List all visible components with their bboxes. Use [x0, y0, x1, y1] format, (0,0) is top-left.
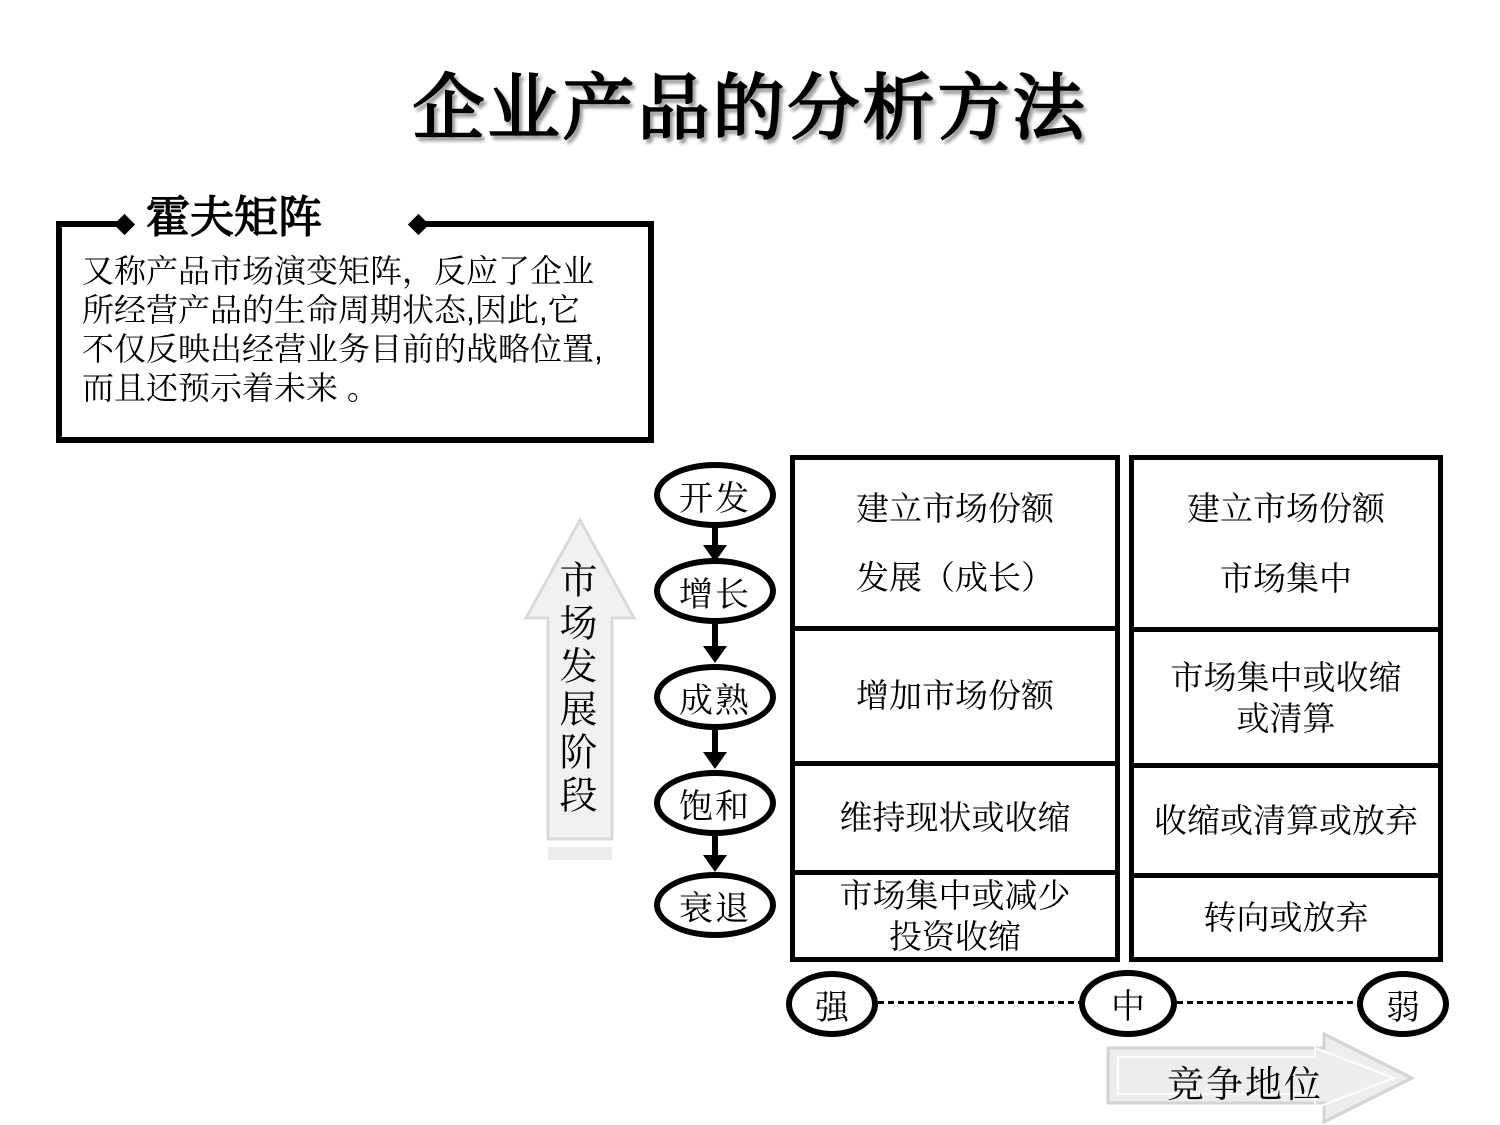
matrix-cell [1134, 460, 1438, 627]
matrix-cell-line: 建立市场份额 [1187, 490, 1385, 528]
stage-label: 衰退 [679, 889, 751, 928]
hofer-description [82, 252, 642, 408]
down-arrow-icon [703, 646, 727, 663]
matrix-cell-line: 建立市场份额 [856, 489, 1054, 527]
position-ellipse-strong [786, 971, 878, 1037]
x-axis-label: 竞争地位 [1167, 1064, 1323, 1105]
position-label: 弱 [1386, 988, 1420, 1027]
hofer-heading: 霍夫矩阵 [140, 194, 328, 242]
stage-ellipse-decline [654, 872, 776, 938]
stage-ellipse-maturity [654, 664, 776, 730]
stage-label: 饱和 [679, 787, 751, 826]
down-arrow-line [712, 836, 718, 856]
y-axis-label: 市场发展阶段 [553, 560, 595, 818]
matrix-cell [1134, 763, 1438, 873]
matrix-cell-line: 市场集中或减少 [839, 877, 1071, 914]
down-arrow-line [712, 730, 718, 753]
dashed-connector [1177, 1001, 1357, 1004]
matrix-cell [795, 626, 1115, 761]
matrix-cell-line: 维持现状或收缩 [839, 799, 1071, 837]
matrix-cell [1134, 873, 1438, 957]
stage-ellipse-growth [654, 558, 776, 624]
matrix-cell [795, 761, 1115, 870]
matrix-cell-line: 投资收缩 [889, 918, 1021, 955]
position-ellipse-medium [1079, 970, 1177, 1037]
matrix-cell [1134, 627, 1438, 763]
stage-label: 开发 [679, 479, 751, 518]
matrix-cell [795, 870, 1115, 957]
stage-label: 增长 [679, 575, 751, 614]
hofer-description-line: 而且还预示着未来 。 [82, 370, 379, 406]
position-ellipse-weak [1357, 971, 1449, 1037]
page-title: 企业产品的分析方法 [412, 69, 1088, 149]
hofer-description-line: 不仅反映出经营业务目前的战略位置, [82, 331, 603, 367]
hofer-header-line-right [424, 221, 654, 227]
matrix-column-strong [790, 455, 1120, 962]
down-arrow-icon [703, 752, 727, 769]
matrix-cell-line: 市场集中或收缩 [1170, 658, 1402, 696]
matrix-cell-line: 增加市场份额 [856, 677, 1054, 715]
matrix-cell-line: 发展（成长） [856, 558, 1054, 596]
position-label: 中 [1111, 988, 1145, 1026]
down-arrow-line [712, 624, 718, 647]
hofer-description-line: 所经营产品的生命周期状态,因此,它 [82, 292, 580, 328]
matrix-cell [795, 460, 1115, 626]
matrix-cell-line: 市场集中 [1220, 559, 1352, 597]
dashed-connector [878, 1001, 1079, 1004]
stage-ellipse-development [654, 462, 776, 528]
hofer-header-line-left [56, 221, 118, 227]
down-arrow-icon [703, 855, 727, 872]
down-arrow-line [712, 527, 718, 546]
matrix-column-weak [1129, 455, 1443, 962]
position-label: 强 [815, 988, 849, 1027]
matrix-cell-line: 转向或放弃 [1203, 899, 1369, 936]
matrix-cell-line: 收缩或清算或放弃 [1154, 802, 1418, 839]
matrix-cell-line: 或清算 [1236, 699, 1336, 737]
stage-ellipse-saturation [654, 770, 776, 836]
stage-label: 成熟 [679, 681, 751, 720]
hofer-description-line: 又称产品市场演变矩阵，反应了企业 [82, 253, 595, 289]
